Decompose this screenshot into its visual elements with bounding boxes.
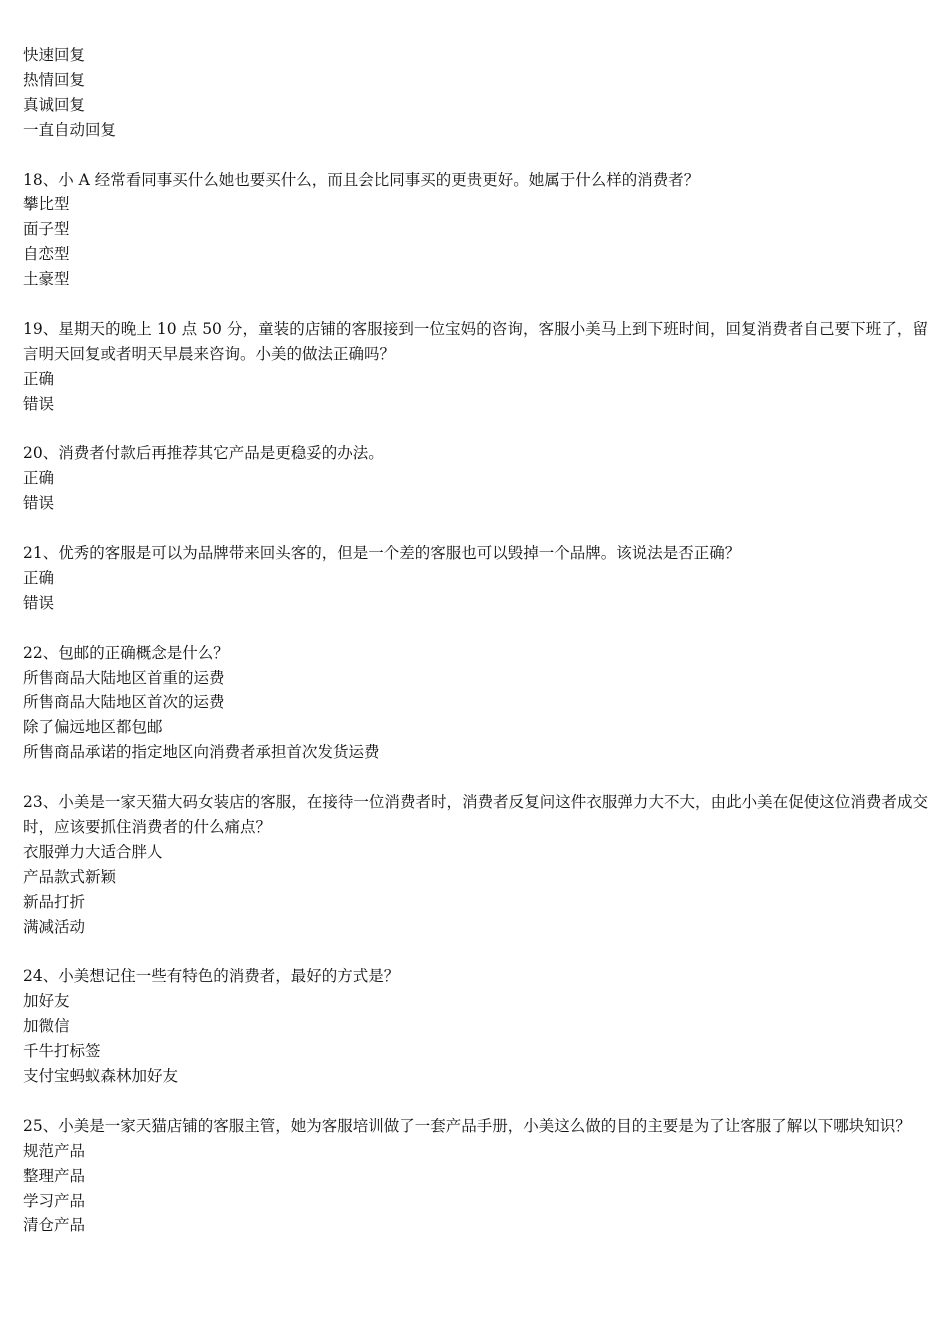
option: 热情回复 bbox=[23, 70, 86, 89]
option: 学习产品 bbox=[23, 1191, 86, 1210]
question-text: 21、优秀的客服是可以为品牌带来回头客的，但是一个差的客服也可以毁掉一个品牌。该说法是否正确？ bbox=[23, 544, 741, 563]
option: 除了偏远地区都包邮 bbox=[23, 718, 163, 737]
question-text: 25、小美是一家天猫店铺的客服主管，她为客服培训做了一套产品手册，小美这么做的目的主要是为了让客服了解以下哪块知识？ bbox=[23, 1116, 911, 1135]
question-text: 20、消费者付款后再推荐其它产品是更稳妥的办法。 bbox=[23, 444, 384, 463]
option: 千牛打标签 bbox=[23, 1042, 101, 1061]
option: 错误 bbox=[23, 593, 55, 612]
option: 所售商品承诺的指定地区向消费者承担首次发货运费 bbox=[23, 743, 380, 762]
option: 正确 bbox=[23, 369, 55, 388]
option: 衣服弹力大适合胖人 bbox=[23, 842, 163, 861]
option: 加好友 bbox=[23, 992, 70, 1011]
option: 正确 bbox=[23, 568, 55, 587]
question-block-25 bbox=[23, 1114, 928, 1239]
option: 所售商品大陆地区首重的运费 bbox=[23, 668, 225, 687]
option: 规范产品 bbox=[23, 1141, 86, 1160]
question-block-20 bbox=[23, 441, 928, 516]
question-block-22 bbox=[23, 641, 928, 766]
question-text: 23、小美是一家天猫大码女装店的客服，在接待一位消费者时，消费者反复问这件衣服弹力大不大，由此小美在促使这位消费者成交时，应该要抓住消费者的什么痛点？ bbox=[23, 793, 928, 836]
option: 快速回复 bbox=[23, 46, 86, 64]
option: 攀比型 bbox=[23, 195, 70, 214]
question-block-17 bbox=[23, 43, 928, 143]
question-block-18 bbox=[23, 168, 928, 293]
question-block-19 bbox=[23, 317, 928, 417]
question-block-23 bbox=[23, 790, 928, 939]
question-text: 24、小美想记住一些有特色的消费者，最好的方式是？ bbox=[23, 967, 400, 986]
option: 所售商品大陆地区首次的运费 bbox=[23, 693, 225, 712]
option: 加微信 bbox=[23, 1017, 70, 1036]
question-block-21 bbox=[23, 541, 928, 616]
option: 错误 bbox=[23, 494, 55, 513]
question-text: 18、小 A 经常看同事买什么她也要买什么，而且会比同事买的更贵更好。她属于什么样的消费者？ bbox=[23, 170, 700, 189]
option: 自恋型 bbox=[23, 245, 70, 264]
option: 真诚回复 bbox=[23, 95, 86, 114]
option: 满减活动 bbox=[23, 917, 86, 936]
option: 产品款式新颖 bbox=[23, 867, 117, 886]
option: 一直自动回复 bbox=[23, 120, 117, 139]
option: 土豪型 bbox=[23, 270, 70, 289]
question-text: 22、包邮的正确概念是什么？ bbox=[23, 643, 229, 662]
option: 支付宝蚂蚁森林加好友 bbox=[23, 1067, 179, 1086]
option: 整理产品 bbox=[23, 1166, 86, 1185]
option: 面子型 bbox=[23, 220, 70, 239]
question-block-24 bbox=[23, 964, 928, 1089]
option: 新品打折 bbox=[23, 892, 86, 911]
option: 错误 bbox=[23, 394, 55, 413]
option: 清仓产品 bbox=[23, 1216, 86, 1235]
option: 正确 bbox=[23, 469, 55, 488]
question-text: 19、星期天的晚上 10 点 50 分，童装的店铺的客服接到一位宝妈的咨询，客服小美马上到下班时间，回复消费者自己要下班了，留言明天回复或者明天早晨来咨询。小美的做法正确吗？ bbox=[23, 319, 928, 363]
